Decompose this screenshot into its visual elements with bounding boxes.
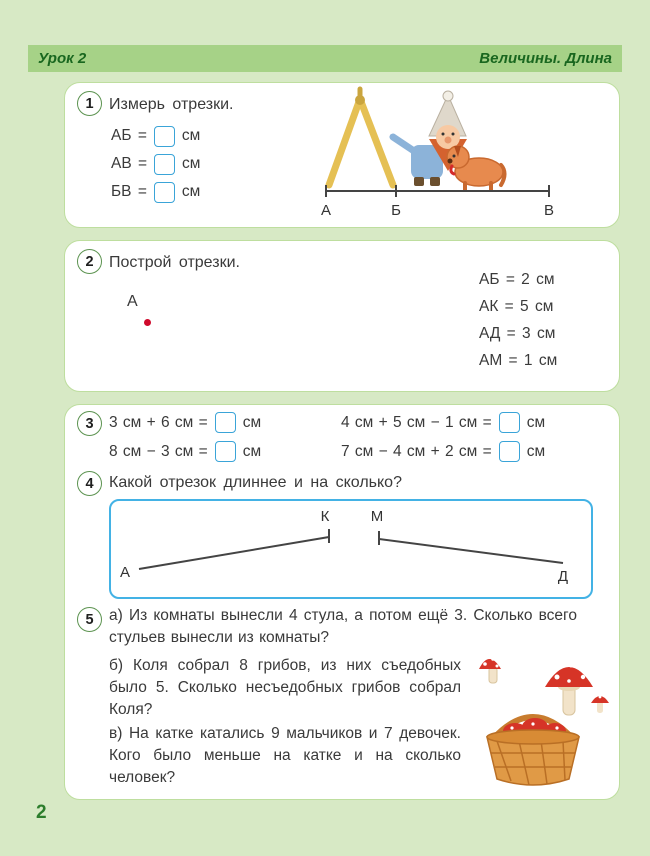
task3-number-badge: 3 <box>77 411 102 436</box>
segment-spec-list <box>479 271 557 379</box>
unit-label: см <box>242 442 262 460</box>
equation-text: 7 см − 4 см + 2 см = <box>341 442 492 460</box>
equation <box>109 412 261 433</box>
segment-spec: АК = 5 см <box>479 298 554 315</box>
task1-number-badge: 1 <box>77 91 102 116</box>
unit-label: см <box>526 442 546 460</box>
task1-measure-rows <box>111 125 200 209</box>
task2-title: Построй отрезки. <box>109 254 240 271</box>
task2-panel <box>64 240 620 392</box>
unit-label: см <box>181 183 201 200</box>
page-number: 2 <box>36 802 47 823</box>
task2-number-badge: 2 <box>77 249 102 274</box>
answer-box[interactable] <box>499 412 520 433</box>
point-label-k: К <box>320 508 330 525</box>
equation-text: 3 см + 6 см = <box>109 413 208 431</box>
segment-spec: АБ = 2 см <box>479 271 555 288</box>
measure-row <box>111 181 200 203</box>
unit-label: см <box>181 127 201 144</box>
basket-icon <box>487 717 579 785</box>
point-label-a: А <box>119 564 131 581</box>
lesson-label: Урок 2 <box>38 50 87 67</box>
point-label-b: Б <box>391 202 401 219</box>
task4-number-badge: 4 <box>77 471 102 496</box>
mushroom-icon <box>479 657 501 683</box>
equation-text: 8 см − 3 см = <box>109 442 208 460</box>
unit-label: см <box>242 413 262 431</box>
answer-box[interactable] <box>215 412 236 433</box>
answer-box[interactable] <box>215 441 236 462</box>
mushroom-icon <box>545 663 593 716</box>
topic-label: Величины. Длина <box>479 50 612 67</box>
compass-icon <box>329 89 393 185</box>
point-label-a: А <box>320 202 332 219</box>
task4-title: Какой отрезок длиннее и на сколько? <box>109 474 402 491</box>
answer-box[interactable] <box>499 441 520 462</box>
task1-panel <box>64 82 620 228</box>
mushrooms-illustration <box>471 643 613 795</box>
task5-item-v: в) На катке катались 9 мальчиков и 7 девочек. Кого было меньше на катке и на сколько человек? <box>109 725 461 786</box>
tasks-345-panel <box>64 404 620 800</box>
measure-label: БВ = <box>111 183 147 200</box>
task1-illustration <box>305 87 605 223</box>
equation <box>341 412 545 433</box>
equation-text: 4 см + 5 см − 1 см = <box>341 413 492 431</box>
dog-illustration <box>447 146 505 190</box>
task4-diagram-frame <box>109 499 593 599</box>
measure-row <box>111 153 200 175</box>
measure-row <box>111 125 200 147</box>
point-label-d: Д <box>557 568 569 585</box>
point-label-v: В <box>543 202 555 219</box>
task4-diagram <box>111 501 591 597</box>
measure-label: АБ = <box>111 127 147 144</box>
unit-label: см <box>182 155 201 172</box>
point-dot <box>144 319 151 326</box>
equation <box>109 441 261 462</box>
point-label-a: А <box>127 293 138 310</box>
answer-box[interactable] <box>154 154 175 175</box>
task5-item-a: а) Из комнаты вынесли 4 стула, а потом ещё 3. Сколько всего стульев вынесли из комнаты? <box>109 607 577 646</box>
segment-diagram <box>321 185 554 219</box>
equation <box>341 441 545 462</box>
unit-label: см <box>526 413 546 431</box>
task5-item-b: б) Коля собрал 8 грибов, из них съедобных было 5. Сколько несъедобных грибов собрал Коля? <box>109 657 461 718</box>
task1-title: Измерь отрезки. <box>109 96 234 113</box>
measure-label: АВ = <box>111 155 148 172</box>
answer-box[interactable] <box>154 126 175 147</box>
point-label-m: М <box>370 508 384 525</box>
segment-spec: АМ = 1 см <box>479 352 558 369</box>
mushroom-icon <box>591 696 609 713</box>
header-strip <box>28 45 622 72</box>
segment-spec: АД = 3 см <box>479 325 556 342</box>
task5-number-badge: 5 <box>77 607 102 632</box>
answer-box[interactable] <box>154 182 175 203</box>
